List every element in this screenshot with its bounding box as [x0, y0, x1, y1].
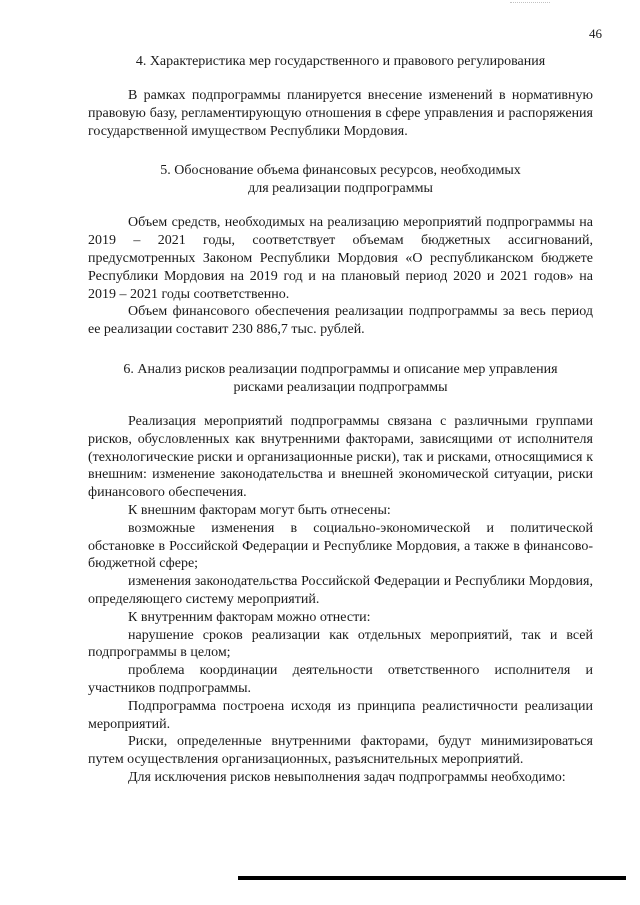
- scan-edge-bar: [238, 876, 626, 880]
- page-content: [88, 53, 593, 787]
- section-6-paragraph: Реализация мероприятий подпрограммы связана с различными группами рисков, обусловленных как внутренними факторами, зависящими от исполнителя (технологические риски и организационные риски), так и рисками, относящимися к внешним: изменение законодательства и внешней экономической ситуации, риски финансового обеспечения.: [88, 413, 593, 501]
- section-5-heading-line1: 5. Обоснование объема финансовых ресурсов, необходимых: [160, 163, 521, 179]
- section-6-paragraph: изменения законодательства Российской Федерации и Республики Мордовия, определяющего систему мероприятий.: [88, 574, 593, 607]
- section-6-heading-line1: 6. Анализ рисков реализации подпрограммы и описание мер управления: [123, 361, 558, 377]
- section-6-paragraph: К внутренним факторам можно отнести:: [128, 609, 371, 625]
- scan-artifact: [510, 2, 550, 9]
- section-6-heading-line2: рисками реализации подпрограммы: [233, 379, 448, 395]
- section-6-paragraph: Подпрограмма построена исходя из принципа реалистичности реализации мероприятий.: [88, 698, 593, 732]
- section-6-paragraph: Риски, определенные внутренними факторами, будут минимизироваться путем осуществления организационных, разъяснительных мероприятий.: [88, 734, 593, 768]
- section-6-paragraph: нарушение сроков реализации как отдельных мероприятий, так и всей подпрограммы в целом;: [88, 627, 593, 661]
- section-6-paragraph: возможные изменения в социально-экономической и политической обстановке в Российской Федерации и Республике Мордовия, а также в финансово-бюджетной сфере;: [88, 520, 593, 572]
- section-6-paragraph: проблема координации деятельности ответственного исполнителя и участников подпрограммы.: [88, 663, 593, 696]
- section-5-paragraph: Объем финансового обеспечения реализации подпрограммы за весь период ее реализации составит 230 886,7 тыс. рублей.: [88, 304, 593, 338]
- section-5-heading-line2: для реализации подпрограммы: [248, 181, 433, 197]
- section-6-paragraph: К внешним факторам могут быть отнесены:: [128, 502, 391, 518]
- page-number: 46: [589, 26, 602, 41]
- section-4-paragraph: В рамках подпрограммы планируется внесение изменений в нормативную правовую базу, регламентирующую отношения в сфере управления и распоряжения государственной имуществом Республики Мордовия.: [88, 88, 593, 139]
- section-6-paragraph: Для исключения рисков невыполнения задач подпрограммы необходимо:: [128, 769, 566, 785]
- section-5-paragraph: Объем средств, необходимых на реализацию мероприятий подпрограммы на 2019 – 2021 годы, соответствует объемам бюджетных ассигнований, предусмотренных Законом Республики Мордовия «О республиканском бюджете Республики Мордовия на 2019 год и на плановый период 2020 и 2021 годов» на 2019 – 2021 годы соответственно.: [88, 215, 593, 302]
- section-4-heading: 4. Характеристика мер государственного и правового регулирования: [135, 54, 546, 69]
